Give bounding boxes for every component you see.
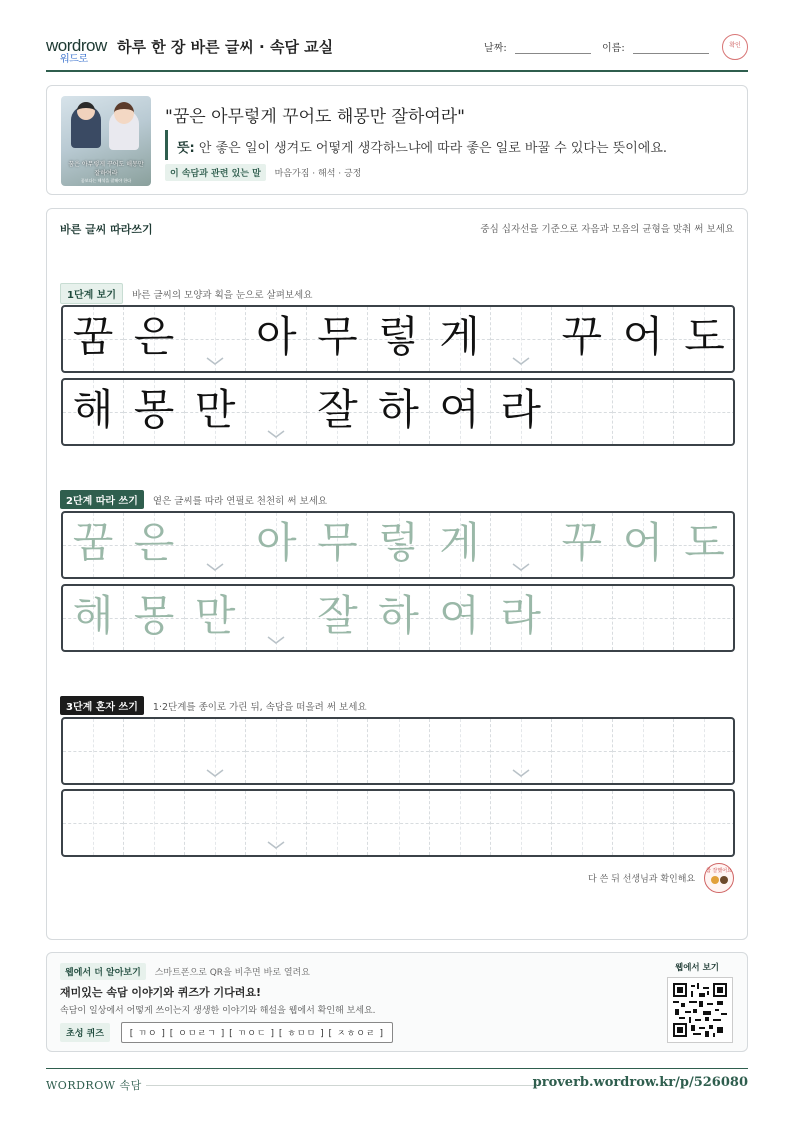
logo-sub: 워드로 (60, 54, 88, 65)
grid-cell (552, 380, 613, 444)
grid-cell (185, 380, 246, 444)
grid-guide-v (276, 719, 277, 783)
grid-char: 해 (72, 385, 114, 434)
page-footer (46, 1068, 748, 1098)
step2-header (60, 490, 327, 509)
step3-desc: 1·2단계를 종이로 가린 뒤, 속담을 떠올려 써 보세요 (152, 702, 367, 713)
grid-guide-v (154, 719, 155, 783)
step1-header (60, 283, 312, 304)
grid-cell[interactable] (369, 513, 430, 577)
space-chevron-icon (205, 351, 225, 363)
step1-row-1 (61, 305, 735, 373)
meaning-text: 안 좋은 일이 생겨도 어떻게 생각하느냐에 따라 좋은 일로 바꿀 수 있다는 뜻이에요. (198, 141, 668, 156)
illustration-caption: 꿈은 아무렇게 꾸어도 해몽만 잘하여라 (68, 161, 144, 177)
grid-guide-v (460, 719, 461, 783)
practice-guide: 중심 십자선을 기준으로 자음과 모음의 균형을 맞춰 써 보세요 (480, 224, 734, 235)
grid-char: 도 (684, 518, 725, 567)
grid-guide-v (154, 791, 155, 855)
page-title: 하루 한 장 바른 글씨 · 속담 교실 (117, 38, 334, 56)
grid-cell[interactable] (613, 791, 674, 855)
grid-cell (369, 307, 430, 371)
footer-rule (146, 1085, 536, 1086)
grid-cell[interactable] (430, 586, 491, 650)
footer-brand: WORDROW 속담 (46, 1079, 142, 1092)
grid-cell (430, 380, 491, 444)
page-header (46, 30, 748, 72)
grid-cell (674, 307, 735, 371)
illustration-girl-head (114, 102, 134, 124)
grid-cell[interactable] (491, 791, 552, 855)
step3-label: 3단계 혼자 쓰기 (60, 696, 144, 715)
quiz-label: 초성 퀴즈 (60, 1023, 110, 1042)
proverb-card (46, 85, 748, 195)
grid-cell[interactable] (491, 586, 552, 650)
grid-cell (674, 380, 735, 444)
related-list: 마음가짐 · 해석 · 긍정 (274, 169, 362, 179)
name-line (633, 42, 709, 54)
quiz-box: [ ㄲㅇ ] [ ㅇㅁㄹㄱ ] [ ㄲㅇㄷ ] [ ㅎㅁㅁ ] [ ㅈㅎㅇㄹ ] (121, 1022, 393, 1043)
grid-char: 하 (378, 591, 419, 640)
badge-face-2 (720, 876, 728, 884)
grid-char: 만 (194, 385, 236, 434)
grid-char: 아 (256, 518, 297, 567)
grid-cell (369, 380, 430, 444)
space-chevron-icon (511, 557, 531, 569)
grid-cell[interactable] (185, 719, 246, 783)
practice-title: 바른 글씨 따라쓰기 (60, 223, 153, 236)
grid-cell (185, 307, 246, 371)
grid-cell (307, 307, 368, 371)
grid-char: 게 (439, 518, 480, 567)
grid-char: 무 (317, 312, 358, 361)
grid-char: 여 (439, 385, 480, 434)
step1-label: 1단계 보기 (60, 283, 123, 304)
grid-cell (613, 380, 674, 444)
grid-guide-v (643, 719, 644, 783)
grid-cell (246, 380, 307, 444)
grid-char: 아 (256, 312, 297, 361)
web-more-label: 웹에서 더 알아보기 (60, 963, 146, 980)
grid-cell (613, 307, 674, 371)
web-more (60, 963, 310, 980)
grid-cell[interactable] (491, 719, 552, 783)
grid-char: 어 (622, 518, 664, 567)
confirm-text: 다 쓴 뒤 선생님과 확인해요 (588, 874, 696, 885)
grid-char: 하 (378, 385, 419, 434)
grid-guide-v (93, 791, 94, 855)
date-label: 날짜: (484, 43, 507, 54)
grid-char: 어 (622, 312, 664, 361)
grid-cell[interactable] (124, 719, 185, 783)
grid-cell[interactable] (674, 513, 735, 577)
web-desc: 속담이 일상에서 어떻게 쓰이는지 생생한 이야기와 해설을 웹에서 확인해 보세요. (60, 1006, 376, 1016)
grid-cell[interactable] (491, 513, 552, 577)
grid-guide-v (704, 791, 705, 855)
check-stamp-icon: 확인 (722, 34, 748, 60)
grid-cell[interactable] (246, 586, 307, 650)
grid-char: 여 (439, 591, 480, 640)
grid-guide-v (521, 791, 522, 855)
grid-cell[interactable] (124, 791, 185, 855)
grid-cell (63, 380, 124, 444)
step1-desc: 바른 글씨의 모양과 획을 눈으로 살펴보세요 (132, 290, 313, 301)
grid-char: 렇 (378, 312, 419, 361)
space-chevron-icon (511, 763, 531, 775)
grid-char: 잘 (317, 385, 358, 434)
grid-guide-v (399, 719, 400, 783)
grid-char: 해 (72, 591, 114, 640)
grid-cell[interactable] (307, 586, 368, 650)
teacher-confirm (588, 863, 734, 893)
grid-guide-v (704, 586, 705, 650)
illustration-subcaption: 꿈보다는 해석을 잘해야 한다 (80, 178, 132, 183)
step3-header (60, 696, 367, 715)
grid-char: 몽 (133, 591, 175, 640)
grid-char: 잘 (317, 591, 358, 640)
logo-text: wordrow (46, 36, 107, 55)
grid-char: 은 (133, 312, 175, 361)
grid-cell (430, 307, 491, 371)
grid-cell[interactable] (369, 719, 430, 783)
date-field[interactable] (484, 39, 591, 54)
grid-cell (124, 380, 185, 444)
date-line (515, 42, 591, 54)
grid-cell[interactable] (63, 791, 124, 855)
grid-cell[interactable] (674, 719, 735, 783)
grid-cell[interactable] (307, 719, 368, 783)
web-headline: 재미있는 속담 이야기와 퀴즈가 기다려요! (60, 986, 261, 999)
grid-guide-v (215, 791, 216, 855)
grid-cell[interactable] (307, 513, 368, 577)
grid-guide-v (337, 791, 338, 855)
grid-cell[interactable] (63, 719, 124, 783)
badge-text: 참 잘했어요 (706, 868, 732, 874)
grid-cell[interactable] (307, 791, 368, 855)
related-words (165, 164, 361, 181)
grid-char: 은 (133, 518, 175, 567)
grid-guide-v (704, 380, 705, 444)
grid-cell[interactable] (430, 791, 491, 855)
grid-cell[interactable] (613, 719, 674, 783)
grid-cell[interactable] (552, 719, 613, 783)
grid-guide-v (643, 586, 644, 650)
grid-char: 꾸 (561, 312, 603, 361)
grid-cell (307, 380, 368, 444)
grid-guide-v (643, 380, 644, 444)
step1-row-2 (61, 378, 735, 446)
good-job-badge-icon (704, 863, 734, 893)
grid-char: 무 (317, 518, 358, 567)
grid-cell[interactable] (63, 513, 124, 577)
grid-guide-v (460, 791, 461, 855)
practice-section (46, 208, 748, 940)
chosung-quiz (60, 1022, 393, 1043)
step3-row-2[interactable] (61, 789, 735, 857)
grid-cell[interactable] (430, 513, 491, 577)
grid-char: 라 (500, 591, 541, 640)
grid-char: 게 (439, 312, 480, 361)
space-chevron-icon (266, 835, 286, 847)
grid-cell (491, 380, 552, 444)
grid-cell[interactable] (124, 586, 185, 650)
grid-cell[interactable] (246, 791, 307, 855)
space-chevron-icon (266, 630, 286, 642)
grid-guide-v (337, 719, 338, 783)
grid-guide-v (93, 719, 94, 783)
grid-char: 도 (684, 312, 725, 361)
grid-cell[interactable] (369, 791, 430, 855)
grid-guide-v (582, 380, 583, 444)
grid-char: 꾸 (561, 518, 603, 567)
web-more-desc: 스마트폰으로 QR을 비추면 바로 열려요 (154, 968, 310, 978)
grid-cell[interactable] (552, 586, 613, 650)
related-label: 이 속담과 관련 있는 말 (165, 164, 266, 181)
grid-cell[interactable] (124, 513, 185, 577)
grid-cell (246, 307, 307, 371)
meaning-label: 뜻: (177, 141, 195, 156)
space-chevron-icon (205, 763, 225, 775)
grid-cell[interactable] (246, 513, 307, 577)
footer-url[interactable]: proverb.wordrow.kr/p/526080 (532, 1075, 748, 1090)
badge-face-1 (711, 876, 719, 884)
grid-char: 렇 (378, 518, 419, 567)
grid-cell[interactable] (552, 513, 613, 577)
step3-row-1[interactable] (61, 717, 735, 785)
qr-code-icon[interactable] (667, 977, 733, 1043)
grid-cell[interactable] (613, 586, 674, 650)
space-chevron-icon (511, 351, 531, 363)
space-chevron-icon (266, 424, 286, 436)
web-section (46, 952, 748, 1052)
grid-cell (552, 307, 613, 371)
step2-row-2[interactable] (61, 584, 735, 652)
grid-guide-v (704, 719, 705, 783)
grid-guide-v (399, 791, 400, 855)
grid-cell[interactable] (613, 513, 674, 577)
grid-cell[interactable] (185, 586, 246, 650)
grid-cell[interactable] (63, 586, 124, 650)
proverb-meaning (165, 130, 667, 160)
grid-cell[interactable] (674, 586, 735, 650)
step2-row-1[interactable] (61, 511, 735, 579)
name-field[interactable] (602, 39, 709, 54)
step2-desc: 옅은 글씨를 따라 연필로 천천히 써 보세요 (152, 496, 328, 507)
qr-code-graphic (673, 983, 727, 1037)
proverb-title: "꿈은 아무렇게 꾸어도 해몽만 잘하여라" (165, 107, 466, 127)
wordrow-logo[interactable] (46, 36, 107, 65)
space-chevron-icon (205, 557, 225, 569)
grid-cell[interactable] (185, 513, 246, 577)
grid-char: 라 (500, 385, 541, 434)
grid-guide-v (643, 791, 644, 855)
illustration-boy-head (77, 102, 95, 120)
grid-cell[interactable] (185, 791, 246, 855)
grid-cell (124, 307, 185, 371)
grid-cell (491, 307, 552, 371)
grid-char: 꿈 (72, 518, 114, 567)
grid-cell[interactable] (369, 586, 430, 650)
name-label: 이름: (602, 43, 625, 54)
grid-char: 꿈 (72, 312, 114, 361)
grid-cell[interactable] (246, 719, 307, 783)
qr-label: 웹에서 보기 (674, 963, 719, 973)
grid-char: 몽 (133, 385, 175, 434)
grid-guide-v (582, 586, 583, 650)
grid-guide-v (582, 791, 583, 855)
proverb-illustration (61, 96, 151, 186)
grid-cell[interactable] (674, 791, 735, 855)
grid-char: 만 (194, 591, 236, 640)
step2-label: 2단계 따라 쓰기 (60, 490, 144, 509)
grid-cell[interactable] (430, 719, 491, 783)
grid-cell[interactable] (552, 791, 613, 855)
grid-guide-v (582, 719, 583, 783)
grid-cell (63, 307, 124, 371)
